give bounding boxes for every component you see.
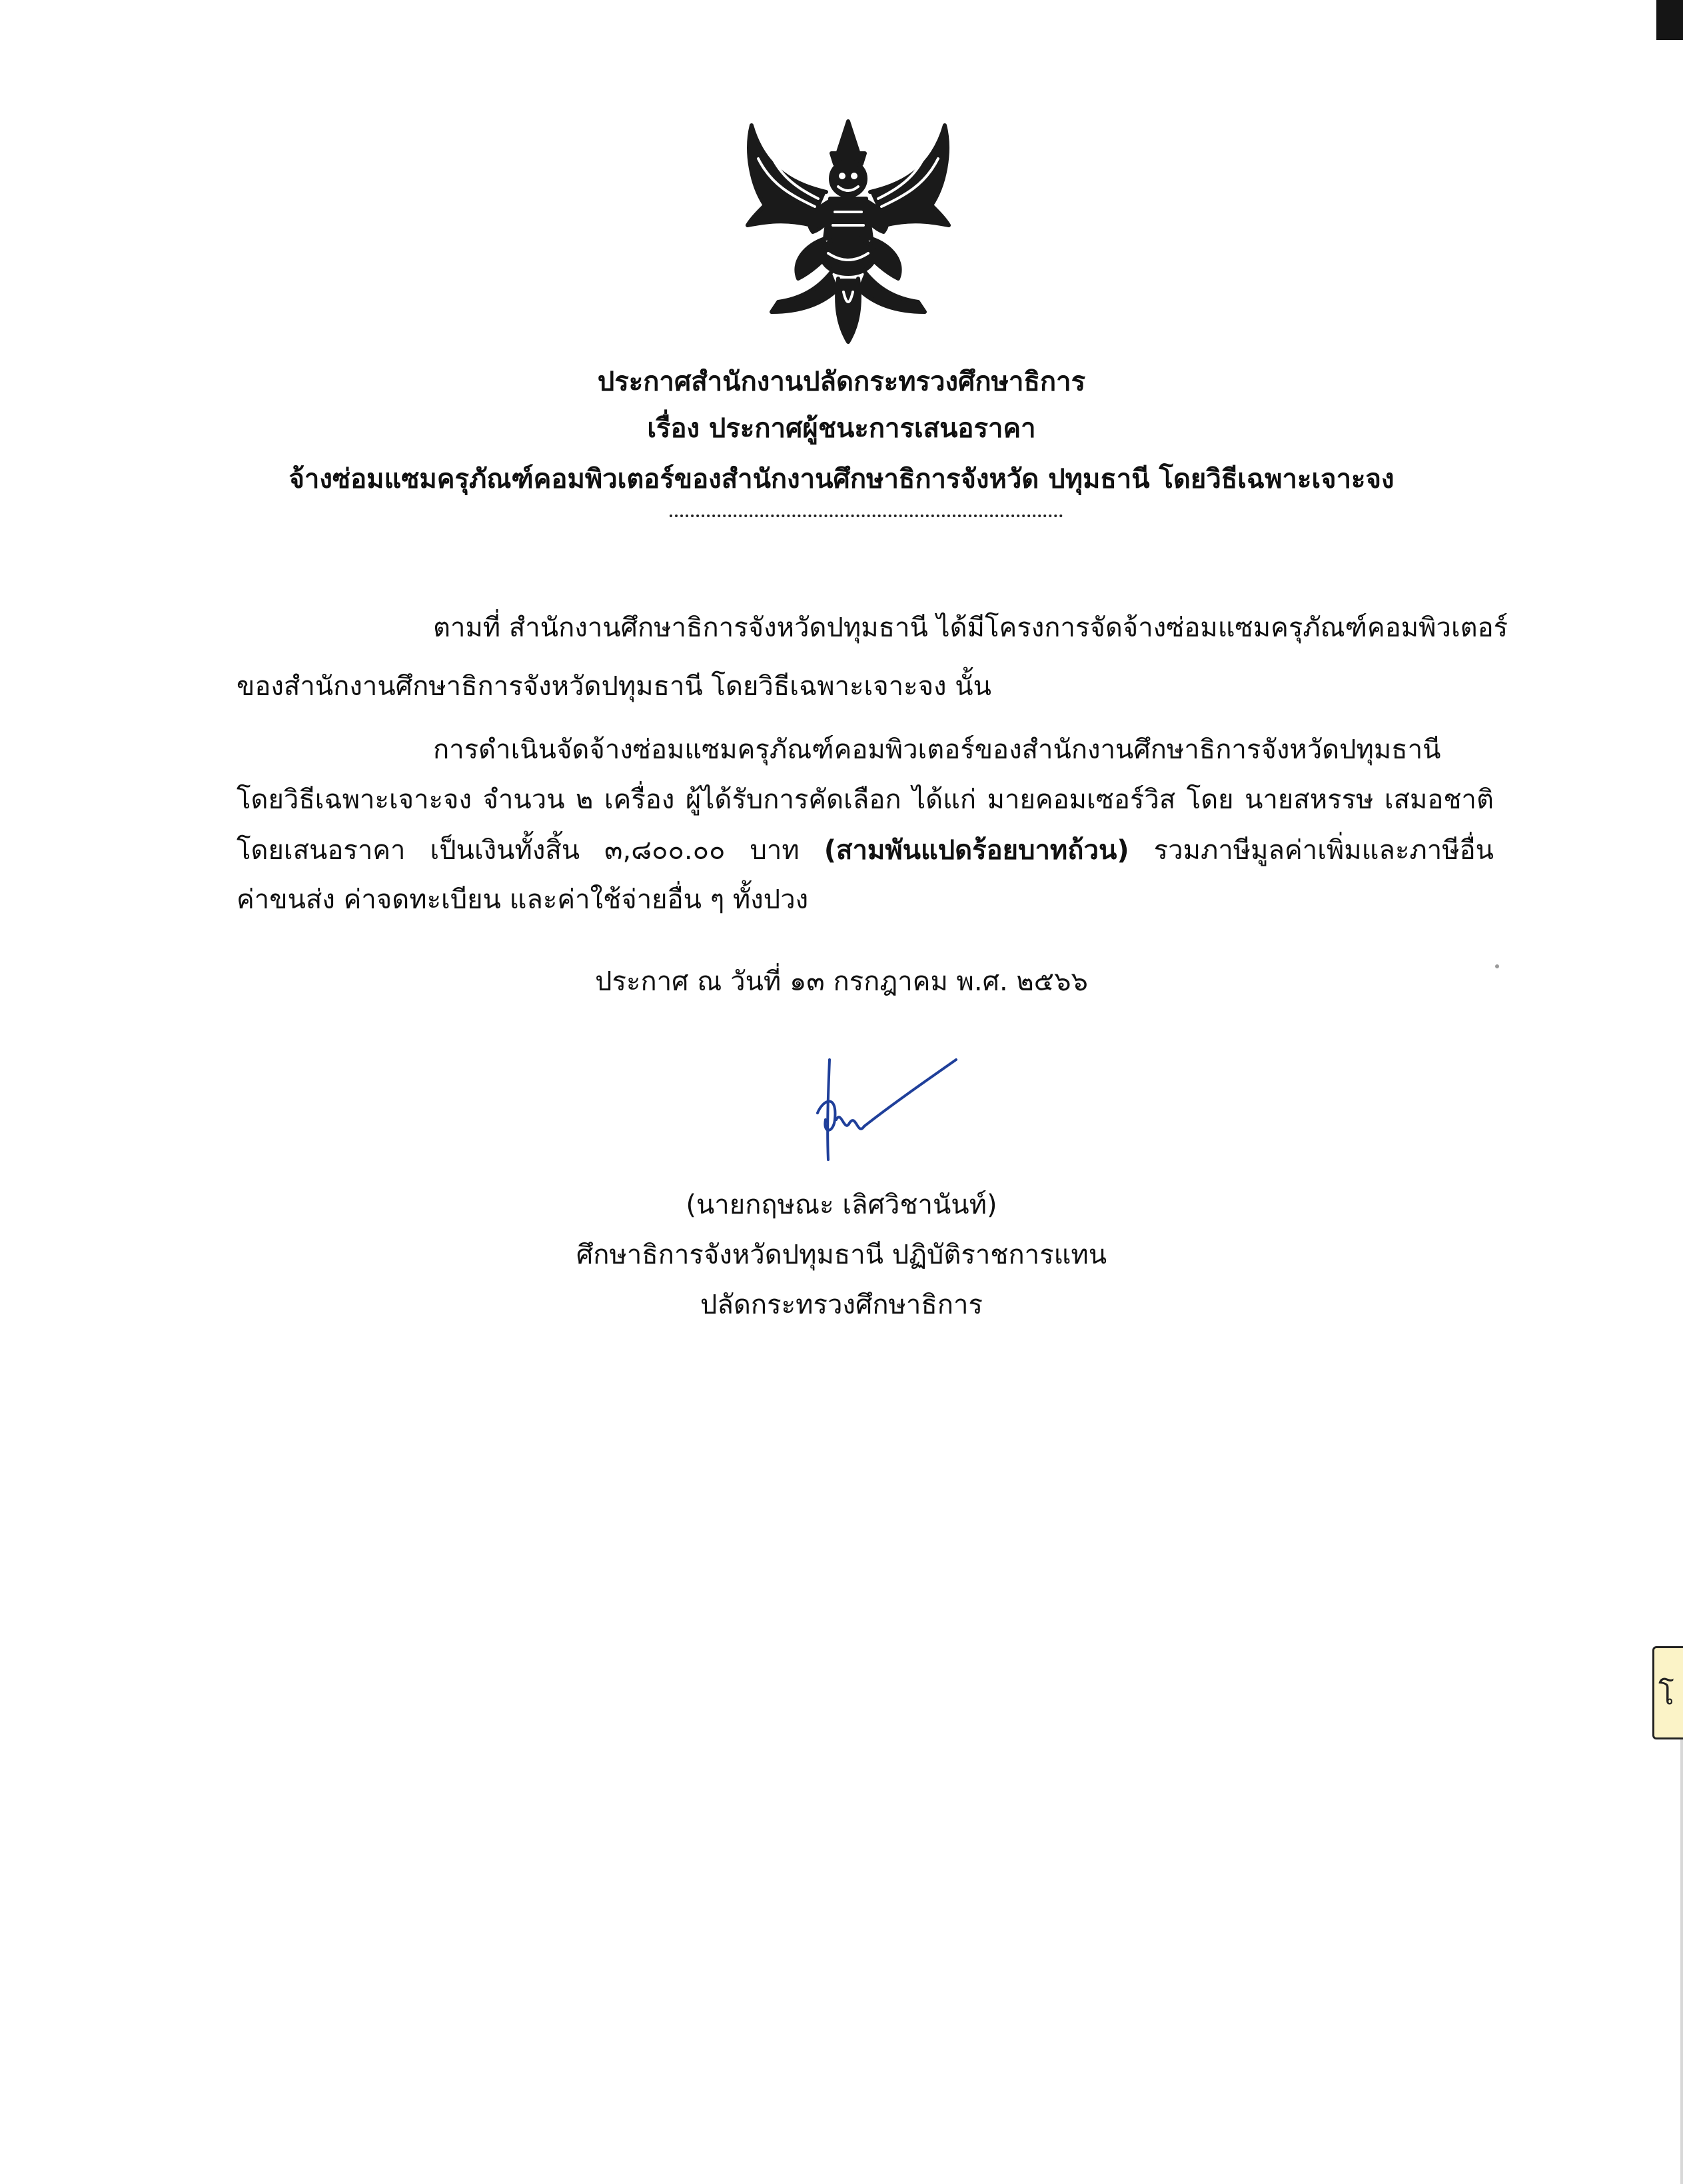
- signatory-position: ศึกษาธิการจังหวัดปทุมธานี ปฏิบัติราชการแทน: [576, 1240, 1107, 1270]
- dotted-separator: [670, 515, 1063, 517]
- paragraph-2-line-4: ค่าขนส่ง ค่าจดทะเบียน และค่าใช้จ่ายอื่น ๆ ทั้งปวง: [237, 884, 809, 915]
- price-text: โดยเสนอราคา เป็นเงินทั้งสิ้น ๓,๘๐๐.๐๐ บาท: [237, 835, 824, 866]
- paragraph-2-line-1: การดำเนินจัดจ้างซ่อมแซมครุภัณฑ์คอมพิวเตอร์ของสำนักงานศึกษาธิการจังหวัดปทุมธานี: [433, 734, 1441, 765]
- scan-edge-line: [1680, 1739, 1683, 2184]
- paragraph-2-line-3: [237, 830, 1494, 870]
- edge-tab: [1652, 1646, 1683, 1739]
- announcement-project: จ้างซ่อมแซมครุภัณฑ์คอมพิวเตอร์ของสำนักงานศึกษาธิการจังหวัด ปทุมธานี โดยวิธีเฉพาะเจาะจง: [288, 464, 1395, 495]
- garuda-emblem-icon: [738, 112, 958, 347]
- edge-tab-text: โ: [1658, 1677, 1674, 1711]
- announcement-title: ประกาศสำนักงานปลัดกระทรวงศึกษาธิการ: [597, 367, 1086, 397]
- handwritten-signature: [803, 1053, 963, 1173]
- scan-speck: [1495, 964, 1499, 968]
- announcement-subject: เรื่อง ประกาศผู้ชนะการเสนอราคา: [647, 413, 1036, 444]
- signatory-office: ปลัดกระทรวงศึกษาธิการ: [700, 1290, 983, 1320]
- signatory-name: (นายกฤษณะ เลิศวิชานันท์): [686, 1190, 997, 1220]
- paragraph-1-line-2: ของสำนักงานศึกษาธิการจังหวัดปทุมธานี โดยวิธีเฉพาะเจาะจง นั้น: [237, 671, 991, 702]
- tax-text: รวมภาษีมูลค่าเพิ่มและภาษีอื่น: [1129, 835, 1494, 866]
- announcement-date: ประกาศ ณ วันที่ ๑๓ กรกฎาคม พ.ศ. ๒๕๖๖: [595, 966, 1088, 997]
- price-in-words: (สามพันแปดร้อยบาทถ้วน): [824, 835, 1129, 866]
- paragraph-2-line-2: โดยวิธีเฉพาะเจาะจง จำนวน ๒ เครื่อง ผู้ได้รับการคัดเลือก ได้แก่ มายคอมเซอร์วิส โดย นายสหรรษ เสมอชาติ: [237, 784, 1494, 815]
- paragraph-1-line-1: ตามที่ สำนักงานศึกษาธิการจังหวัดปทุมธานี ได้มีโครงการจัดจ้างซ่อมแซมครุภัณฑ์คอมพิวเตอร์: [433, 612, 1508, 643]
- scan-edge-mark: [1656, 0, 1683, 40]
